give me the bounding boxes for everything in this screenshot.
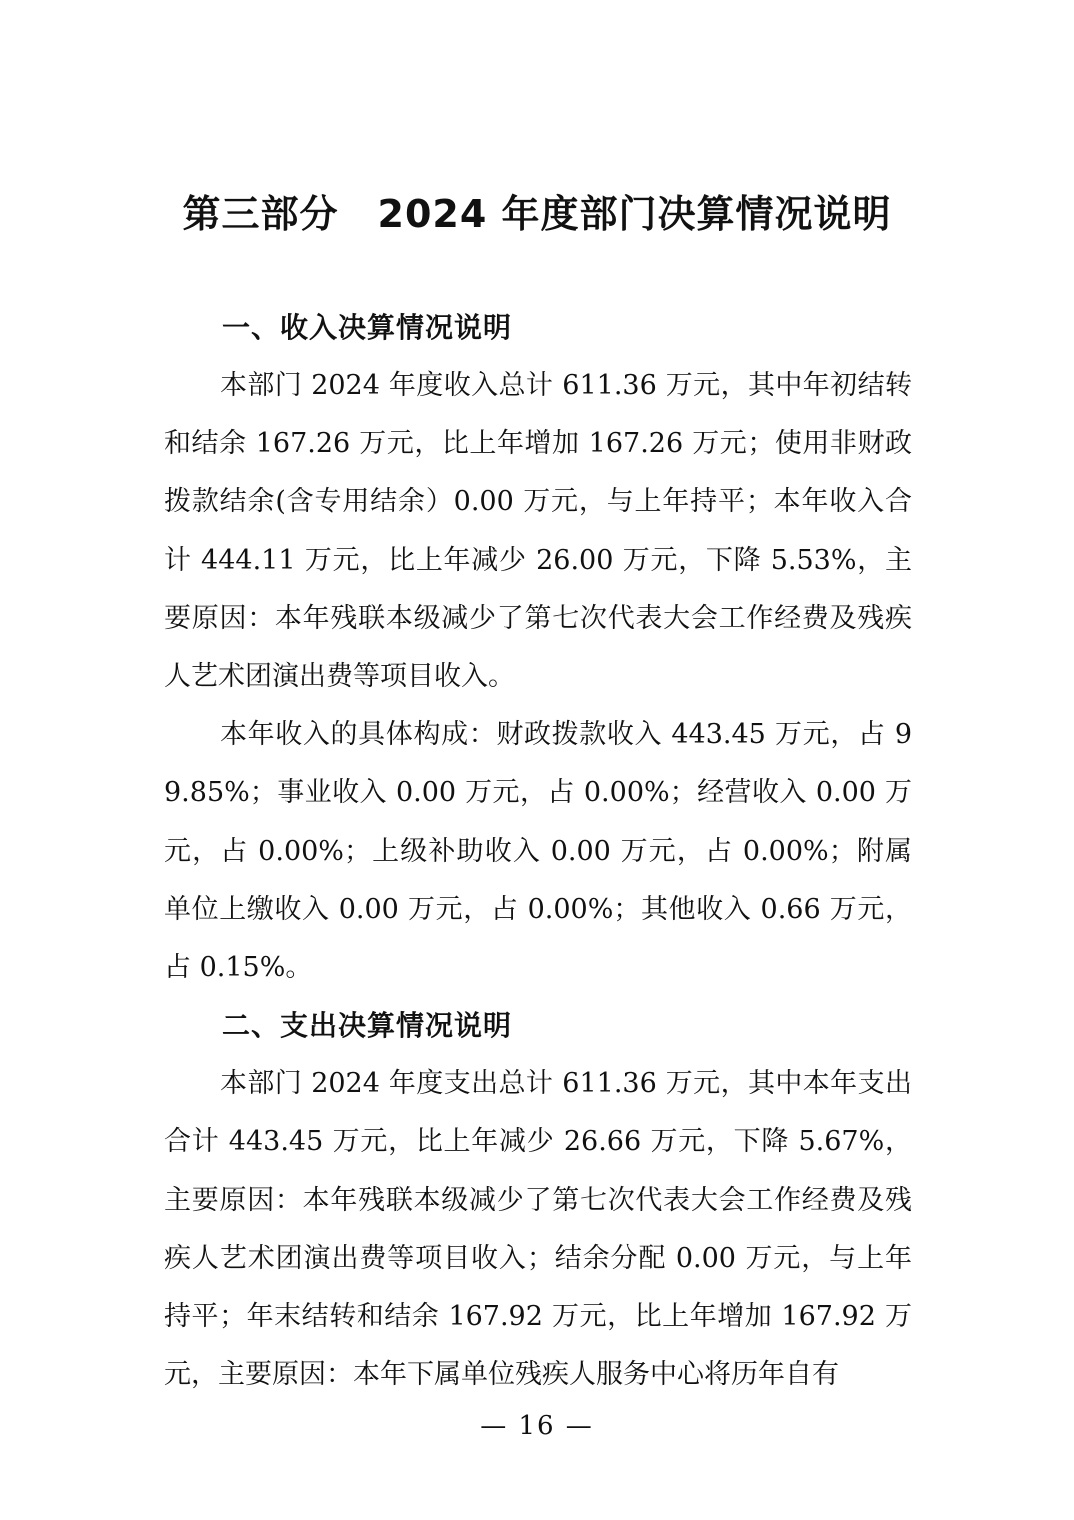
section-heading-expenditure: 二、支出决算情况说明	[222, 1009, 513, 1043]
income-summary-paragraph: 本部门 2024 年度收入总计 611.36 万元，其中年初结转和结余 167.26 万元，比上年增加 167.26 万元；使用非财政拨款结余(含专用结余）0.00 万元，与上年持平；本年收入合计 444.11 万元，比上年减少 26.00 万元，下降 5.53%，主要原因：本年残联本级减少了第七次代表大会工作经费及残疾人艺术团演出费等项目收入。	[164, 370, 912, 693]
income-composition-paragraph: 本年收入的具体构成：财政拨款收入 443.45 万元，占 99.85%；事业收入 0.00 万元，占 0.00%；经营收入 0.00 万元，占 0.00%；上级补助收入 0.00 万元，占 0.00%；附属单位上缴收入 0.00 万元，占 0.00%；其他收入 0.66 万元，占 0.15%。	[164, 719, 912, 984]
page-title: 第三部分 2024 年度部门决算情况说明	[182, 192, 892, 236]
document-body	[164, 299, 912, 1404]
page-number: — 16 —	[480, 1411, 594, 1441]
section-heading-income: 一、收入决算情况说明	[222, 311, 513, 344]
expenditure-summary-paragraph: 本部门 2024 年度支出总计 611.36 万元，其中本年支出合计 443.45 万元，比上年减少 26.66 万元，下降 5.67%，主要原因：本年残联本级减少了第七次代表大会工作经费及残疾人艺术团演出费等项目收入；结余分配 0.00 万元，与上年持平；年末结转和结余 167.92 万元，比上年增加 167.92 万元，主要原因：本年下属单位残疾人服务中心将历年自有	[164, 1068, 912, 1391]
